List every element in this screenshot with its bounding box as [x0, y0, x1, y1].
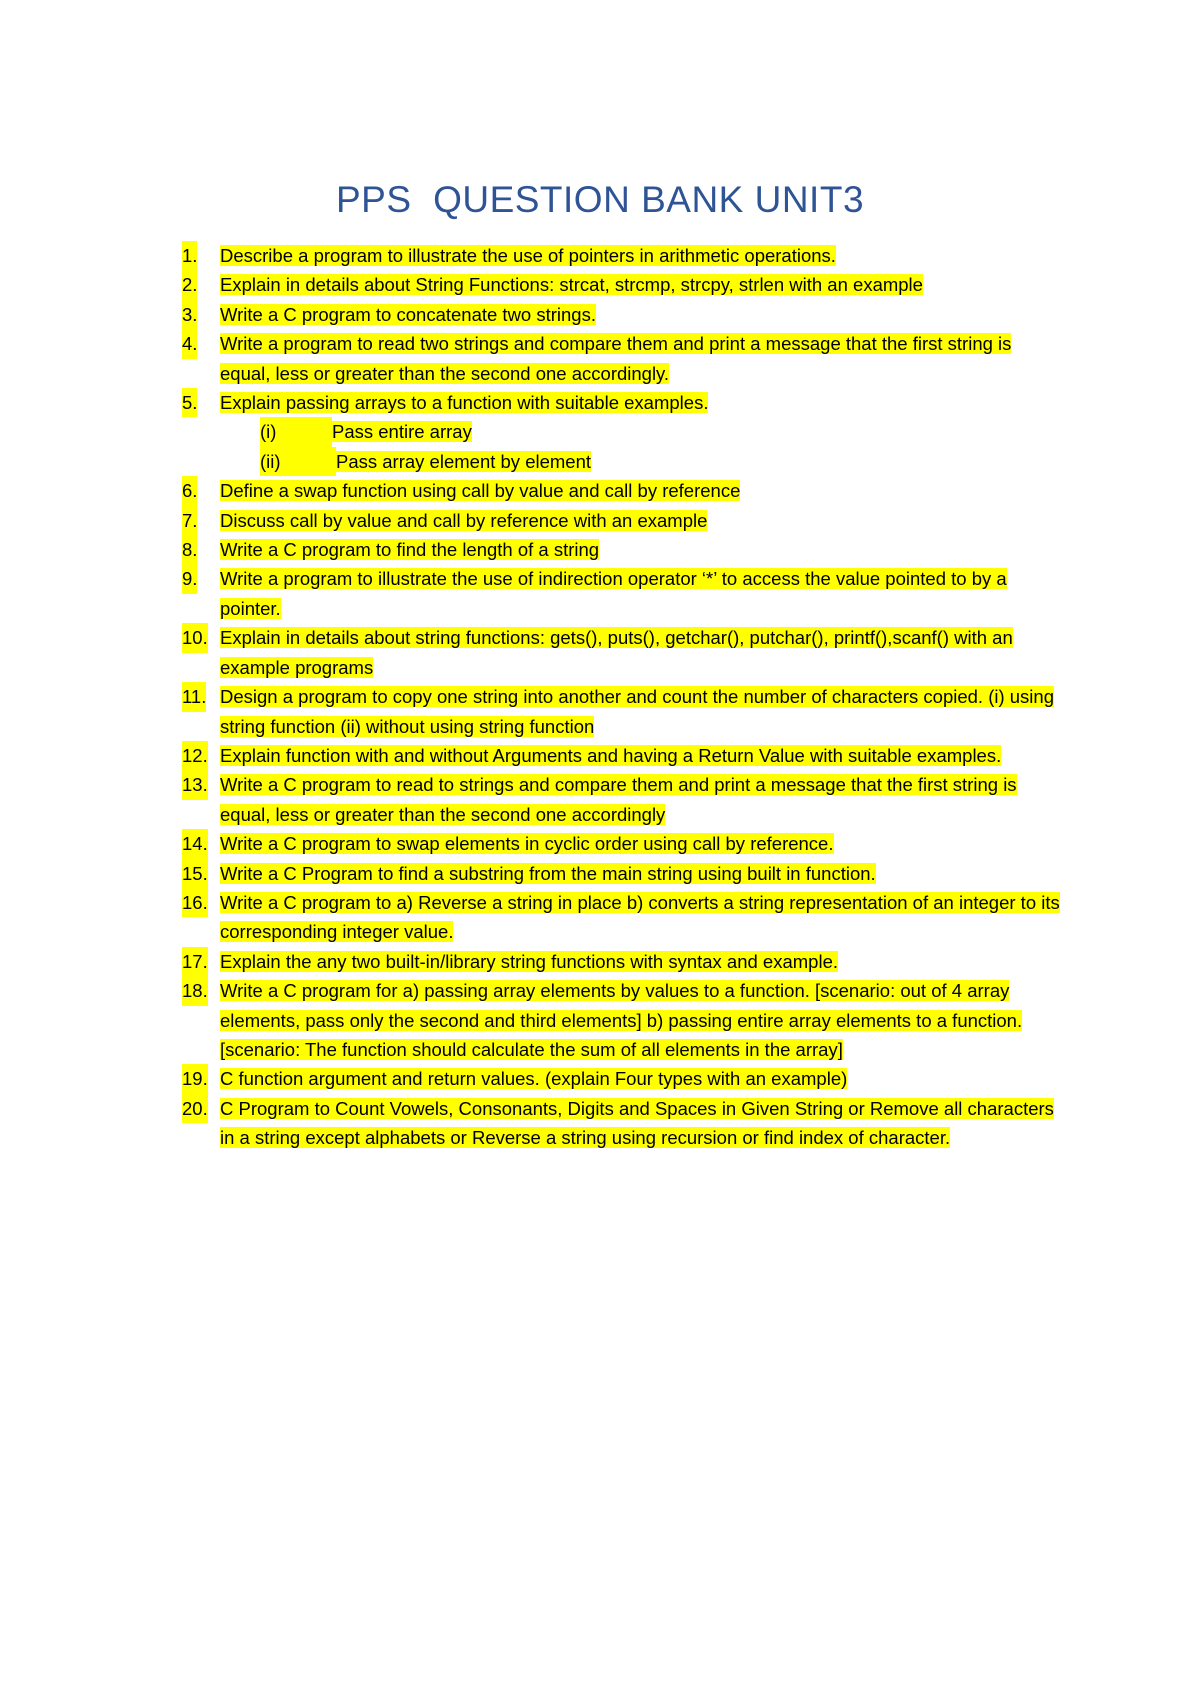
question-item — [182, 1064, 1062, 1093]
question-text: Explain the any two built-in/library string functions with syntax and example. — [220, 950, 838, 972]
question-item — [182, 829, 1062, 858]
question-number: 20. — [182, 1094, 208, 1123]
question-item — [182, 976, 1062, 1064]
question-text: Write a C program to read to strings and compare them and print a message that the first string is equal, less or greater than the second one accordingly — [220, 774, 1017, 825]
sub-question-number: (ii) — [260, 447, 336, 476]
question-item — [182, 564, 1062, 623]
question-item — [182, 859, 1062, 888]
question-number: 5. — [182, 388, 197, 417]
sub-question-text: Pass entire array — [332, 421, 472, 443]
question-number: 7. — [182, 506, 197, 535]
question-number: 11. — [182, 682, 206, 711]
question-text: Write a program to illustrate the use of indirection operator ‘*’ to access the value pointed to by a pointer. — [220, 568, 1007, 619]
question-item — [182, 682, 1062, 741]
question-text: Explain in details about String Functions: strcat, strcmp, strcpy, strlen with an example — [220, 274, 923, 296]
question-text: Explain passing arrays to a function with suitable examples. — [220, 392, 709, 414]
question-number: 3. — [182, 300, 197, 329]
question-item — [182, 329, 1062, 388]
question-item — [182, 1094, 1062, 1153]
question-number: 10. — [182, 623, 208, 652]
question-number: 4. — [182, 329, 197, 358]
question-item — [182, 388, 1062, 417]
question-text: Describe a program to illustrate the use of pointers in arithmetic operations. — [220, 245, 836, 266]
question-item — [182, 270, 1062, 299]
question-text: Discuss call by value and call by reference with an example — [220, 509, 708, 531]
question-item — [182, 476, 1062, 505]
question-item — [182, 300, 1062, 329]
question-text: Design a program to copy one string into another and count the number of characters copied. (i) using string function (ii) without using string function — [220, 686, 1054, 737]
question-text: Explain in details about string functions: gets(), puts(), getchar(), putchar(), printf(),scanf() with an example programs — [220, 627, 1013, 678]
question-number: 17. — [182, 947, 208, 976]
sub-question-number: (i) — [260, 417, 332, 446]
question-number: 1. — [182, 241, 197, 270]
question-text: C Program to Count Vowels, Consonants, Digits and Spaces in Given String or Remove all characters in a string except alphabets or Reverse a string using recursion or find index of character. — [220, 1097, 1054, 1149]
question-number: 6. — [182, 476, 197, 505]
sub-question-item — [182, 417, 1062, 446]
question-item — [182, 947, 1062, 976]
question-text: Write a C program to swap elements in cyclic order using call by reference. — [220, 833, 834, 855]
question-number: 14. — [182, 829, 208, 858]
question-number: 8. — [182, 535, 197, 564]
sub-question-text: Pass array element by element — [336, 450, 592, 472]
question-text: Write a C program to concatenate two strings. — [220, 303, 596, 325]
question-text: Write a C program to find the length of a string — [220, 539, 600, 561]
question-number: 18. — [182, 976, 208, 1005]
question-text: Write a C Program to find a substring from the main string using built in function. — [220, 862, 876, 884]
question-item — [182, 770, 1062, 829]
question-text: Write a C program for a) passing array elements by values to a function. [scenario: out of 4 array elements, pass only the second and third elements] b) passing entire array elements to a function. [scenario: The function should calculate the sum of all elements in the array] — [220, 980, 1023, 1060]
question-number: 15. — [182, 859, 208, 888]
page-title: PPS QUESTION BANK UNIT3 — [335, 179, 865, 220]
question-item — [182, 241, 1062, 270]
question-item — [182, 506, 1062, 535]
question-number: 13. — [182, 770, 208, 799]
question-text: Explain function with and without Arguments and having a Return Value with suitable examples. — [220, 744, 1002, 766]
question-number: 2. — [182, 270, 197, 299]
question-list — [182, 241, 1062, 1153]
question-item — [182, 888, 1062, 947]
question-number: 12. — [182, 741, 208, 770]
sub-question-item — [182, 447, 1062, 476]
question-number: 9. — [182, 564, 197, 593]
question-item — [182, 535, 1062, 564]
question-number: 16. — [182, 888, 208, 917]
question-number: 19. — [182, 1064, 208, 1093]
question-text: Write a C program to a) Reverse a string in place b) converts a string representation of an integer to its corresponding integer value. — [220, 891, 1060, 943]
question-text: Define a swap function using call by value and call by reference — [220, 480, 741, 502]
question-text: Write a program to read two strings and compare them and print a message that the first string is equal, less or greater than the second one accordingly. — [220, 333, 1012, 384]
question-text: C function argument and return values. (explain Four types with an example) — [220, 1068, 848, 1090]
question-item — [182, 741, 1062, 770]
question-item — [182, 623, 1062, 682]
